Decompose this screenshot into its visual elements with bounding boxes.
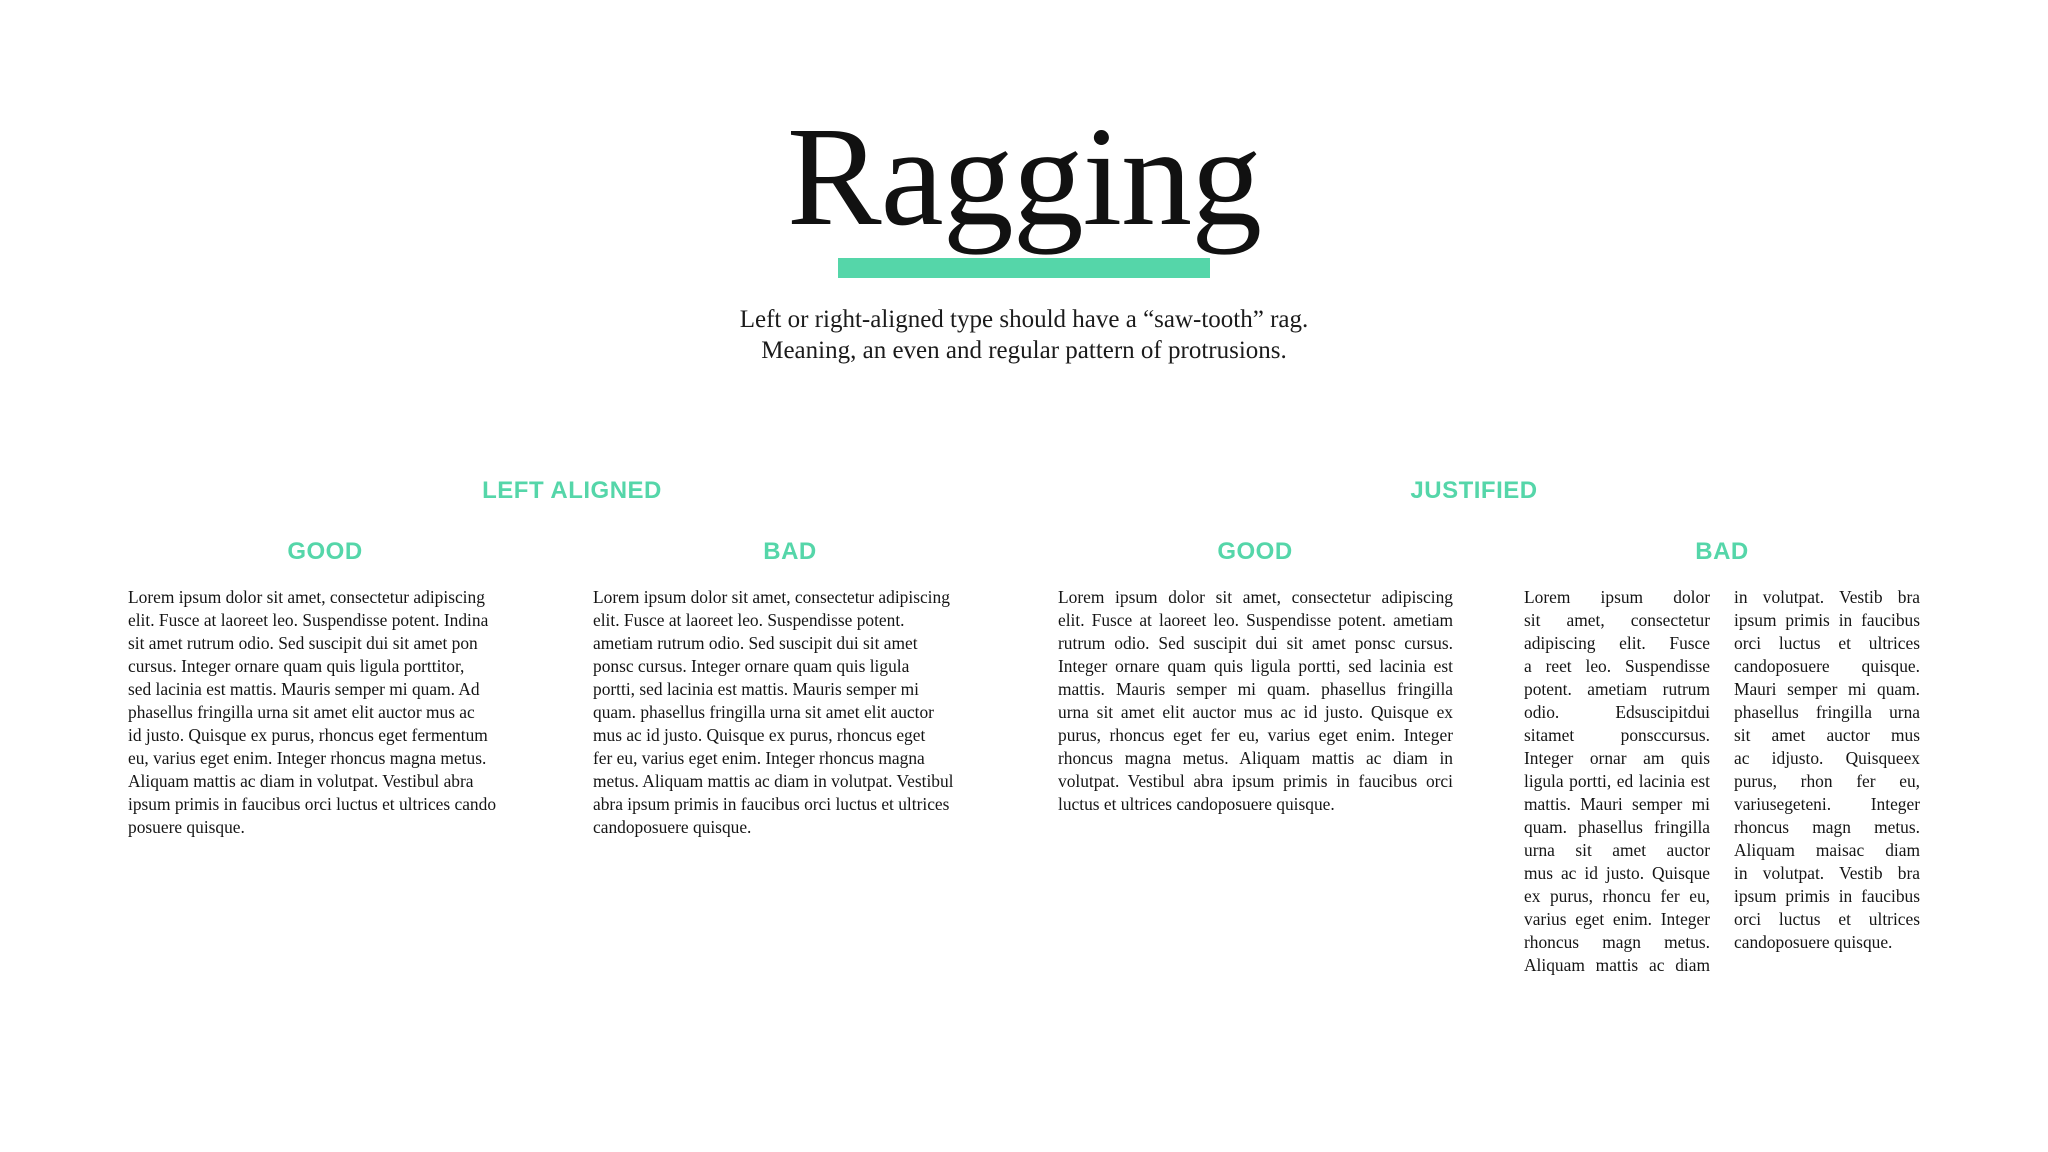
text-line: sit amet, consectetur	[1524, 610, 1710, 630]
text-line: ligula portti, ed lacinia est	[1524, 771, 1710, 791]
title-underline	[838, 258, 1210, 278]
text-line: fer eu, varius eget enim. Integer rhoncus magna	[593, 748, 925, 768]
text-line: elit. Fusce at laoreet leo. Suspendisse potent. Indina	[128, 610, 489, 630]
text-line: rutrum odio. Sed suscipit dui sit amet ponsc cursus.	[1058, 633, 1453, 653]
text-line: ac idjusto. Quisqueex	[1734, 748, 1920, 768]
column-heading-justified-bad: BAD	[1695, 538, 1749, 565]
text-line: ipsum primis in faucibus orci luctus et ultrices cando	[128, 794, 497, 814]
text-line: elit. Fusce at laoreet leo. Suspendisse potent.	[593, 610, 905, 630]
text-line: ametiam rutrum odio. Sed suscipit dui sit amet	[593, 633, 918, 653]
text-line: volutpat. Vestibul abra ipsum primis in faucibus orci	[1058, 771, 1453, 791]
text-line: urna sit amet auctor	[1524, 840, 1710, 860]
text-line: in volutpat. Vestib bra	[1734, 863, 1920, 883]
text-line: sitamet ponsccursus.	[1524, 725, 1710, 745]
paragraph-left-bad	[593, 586, 993, 839]
text-line: rhoncus magn metus.	[1734, 817, 1920, 837]
section-heading-justified: JUSTIFIED	[1410, 477, 1538, 504]
text-line: mus ac id justo. Quisque ex purus, rhoncus eget	[593, 725, 926, 745]
text-line: sit amet rutrum odio. Sed suscipit dui sit amet pon	[128, 633, 478, 653]
text-line: candoposuere quisque.	[1734, 656, 1920, 676]
text-line: posuere quisque.	[128, 817, 245, 837]
column-heading-left-bad: BAD	[763, 538, 817, 565]
text-line: purus, rhon fer eu,	[1734, 771, 1920, 791]
text-line: Lorem ipsum dolor	[1524, 587, 1710, 607]
text-line: metus. Aliquam mattis ac diam in volutpat. Vestibul	[593, 771, 954, 791]
column-heading-justified-good: GOOD	[1217, 538, 1293, 565]
text-line: rhoncus magna metus. Aliquam mattis ac diam in	[1058, 748, 1453, 768]
text-line: sed lacinia est mattis. Mauris semper mi quam. Ad	[128, 679, 480, 699]
text-line: quam. phasellus fringilla urna sit amet elit auctor	[593, 702, 934, 722]
paragraph-left-good	[128, 586, 528, 839]
paragraph-justified-bad-column-1	[1524, 586, 1710, 977]
page-title: Ragging	[786, 97, 1262, 255]
text-line: ipsum primis in faucibus	[1734, 886, 1920, 906]
text-line: adipiscing elit. Fusce	[1524, 633, 1710, 653]
text-line: quam. phasellus fringilla	[1524, 817, 1710, 837]
subtitle	[0, 304, 2048, 366]
text-line: Integer ornare quam quis ligula portti, sed lacinia est	[1058, 656, 1453, 676]
text-line: phasellus fringilla urna	[1734, 702, 1920, 722]
text-line: Aliquam mattis ac diam in volutpat. Vestibul abra	[128, 771, 474, 791]
text-line: sit amet auctor mus	[1734, 725, 1920, 745]
text-line: potent. ametiam rutrum	[1524, 679, 1710, 699]
text-line: Lorem ipsum dolor sit amet, consectetur adipiscing	[1058, 587, 1453, 607]
subtitle-line: Meaning, an even and regular pattern of protrusions.	[761, 337, 1287, 364]
text-line: orci luctus et ultrices	[1734, 633, 1920, 653]
text-line: Aliquam mattis ac diam	[1524, 955, 1710, 975]
text-line: elit. Fusce at laoreet leo. Suspendisse potent. ametiam	[1058, 610, 1453, 630]
text-line: cursus. Integer ornare quam quis ligula porttitor,	[128, 656, 465, 676]
text-line: abra ipsum primis in faucibus orci luctus et ultrices	[593, 794, 950, 814]
text-line: rhoncus magn metus.	[1524, 932, 1710, 952]
text-line: urna sit amet elit auctor mus ac id justo. Quisque ex	[1058, 702, 1453, 722]
text-line: Mauri semper mi quam.	[1734, 679, 1920, 699]
text-line: mus ac id justo. Quisque	[1524, 863, 1710, 883]
text-line: eu, varius eget enim. Integer rhoncus magna metus.	[128, 748, 487, 768]
text-line: mattis. Mauri semper mi	[1524, 794, 1710, 814]
text-line: in volutpat. Vestib bra	[1734, 587, 1920, 607]
text-line: varius eget enim. Integer	[1524, 909, 1710, 929]
text-line: Lorem ipsum dolor sit amet, consectetur adipiscing	[593, 587, 950, 607]
text-line: ipsum primis in faucibus	[1734, 610, 1920, 630]
text-line: variusegeteni. Integer	[1734, 794, 1920, 814]
text-line: phasellus fringilla urna sit amet elit auctor mus ac	[128, 702, 475, 722]
text-line: candoposuere quisque.	[1734, 932, 1893, 952]
text-line: portti, sed lacinia est mattis. Mauris semper mi	[593, 679, 920, 699]
column-heading-left-good: GOOD	[287, 538, 363, 565]
text-line: luctus et ultrices candoposuere quisque.	[1058, 794, 1335, 814]
text-line: a reet leo. Suspendisse	[1524, 656, 1710, 676]
paragraph-justified-bad-column-2	[1734, 586, 1920, 954]
paragraph-justified-good	[1058, 586, 1453, 816]
text-line: id justo. Quisque ex purus, rhoncus eget fermentum	[128, 725, 488, 745]
text-line: odio. Edsuscipitdui	[1524, 702, 1710, 722]
text-line: Integer ornar am quis	[1524, 748, 1710, 768]
subtitle-line: Left or right-aligned type should have a “saw-tooth” rag.	[739, 306, 1309, 333]
text-line: ponsc cursus. Integer ornare quam quis ligula	[593, 656, 910, 676]
text-line: mattis. Mauris semper mi quam. phasellus fringilla	[1058, 679, 1453, 699]
text-line: ex purus, rhoncu fer eu,	[1524, 886, 1710, 906]
text-line: orci luctus et ultrices	[1734, 909, 1920, 929]
text-line: Aliquam maisac diam	[1734, 840, 1920, 860]
text-line: Lorem ipsum dolor sit amet, consectetur adipiscing	[128, 587, 485, 607]
text-line: candoposuere quisque.	[593, 817, 752, 837]
section-heading-left-aligned: LEFT ALIGNED	[482, 477, 662, 504]
text-line: purus, rhoncus eget fer eu, varius eget enim. Integer	[1058, 725, 1453, 745]
